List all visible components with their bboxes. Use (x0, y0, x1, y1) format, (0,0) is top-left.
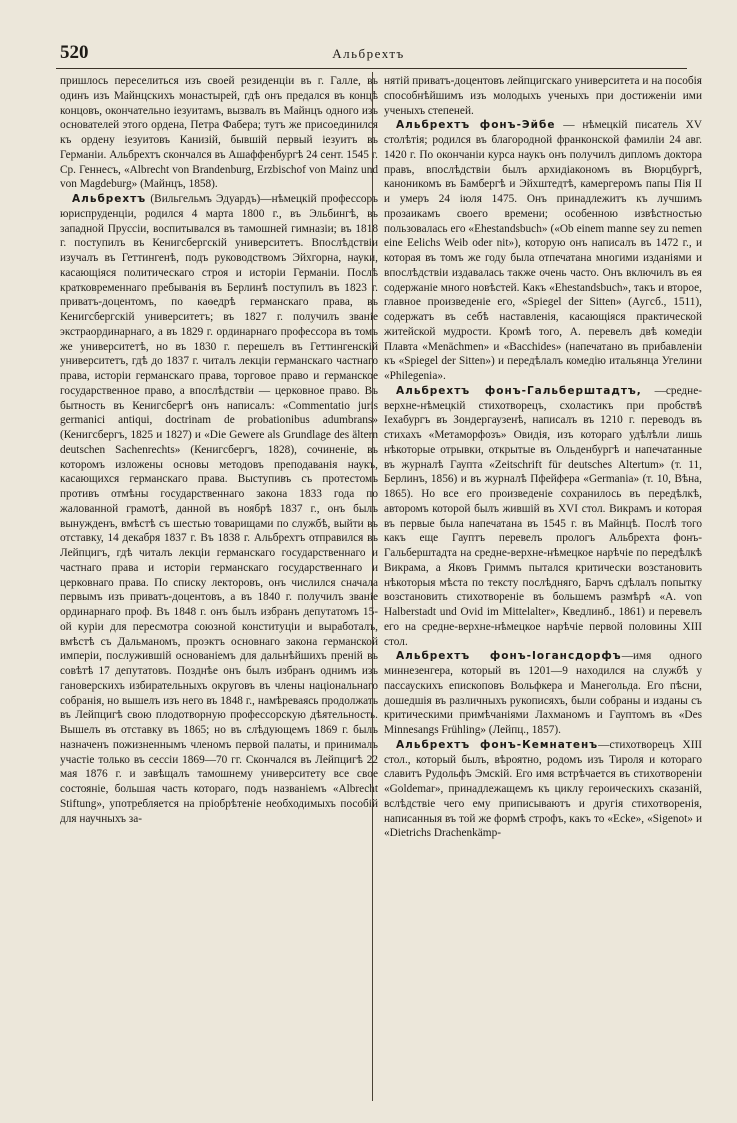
article-headword: Альбрехтъ фонъ-Эйбе (396, 119, 556, 132)
article-text: —имя одного миннезенгера, который въ 1201—9 находился на службѣ у пассаускихъ епископовъ Вольфкера и Манегольда. Его пѣсни, дошедшія въ различныхъ рукописяхъ, были собраны и изданы съ критическими примѣчаніями Лахманомъ и Гауптомъ въ «Des Minnesangs Frühling» (Лейпц., 1857). (384, 650, 702, 736)
right-column (384, 74, 702, 841)
article-albrecht-von-johansdorf (384, 649, 702, 738)
article-text: — нѣмецкій писатель XV столѣтія; родился въ благородной франконской фамиліи 24 авг. 1420 г. По окончаніи курса наукъ онъ получилъ дипломъ доктора правъ, впослѣдствіи былъ архидіакономъ въ Вюрцбургѣ, каноникомъ въ Бамбергѣ и Эйхштедтѣ, камергеромъ папы Пія II и умеръ 24 іюля 1475. Онъ принадлежитъ къ лучшимъ прозаикамъ своего времени; особенною извѣстностью пользовалась его «Ehestandsbuch» («Ob einem manne sey zu nemen eine Eelichs Weib oder nit»), которую онъ написалъ въ 1472 г., и которая въ томъ же году была отпечатана многими изданіями и впослѣдствіи издавалась также очень часто. Онъ включилъ въ ея содержаніе много новѣстей. Какъ «Ehestandsbuch», такъ и второе, главное произведеніе его, «Spiegel der Sitten» (Аугсб., 1511), содержатъ въ себѣ наставленія, касающіяся практической житейской мудрости. Кромѣ того, А. перевелъ двѣ комедіи Плавта «Menächmen» и «Bacchides» (напечатано въ прибавленіи къ «Spiegel der Sitten») и передѣлалъ комедію итальянца Угелини «Philegenia». (384, 119, 702, 382)
article-albrecht-von-halberstadt (384, 384, 702, 650)
article-continuation: нятій приватъ-доцентовъ лейпцигскаго университета и на пособія способнѣйшимъ изъ молодыхъ ученыхъ при достиженіи ими ученыхъ степеней. (384, 75, 702, 117)
left-column (60, 74, 378, 826)
article-headword: Альбрехтъ фонъ-Іогансдорфъ (396, 650, 622, 663)
article-headword: Альбрехтъ фонъ-Кемнатенъ (396, 738, 599, 751)
article-text: —средне-верхне-нѣмецкій стихотворецъ, схоластикъ при пробствѣ Іехабургъ въ Зондергаузенѣ, написалъ въ 1210 г. переводъ въ стихахъ «Метаморфозъ» Овидія, изъ котораго удѣлѣли лишь нѣкоторые отрывки, открытые въ Ольденбургѣ и напечатанные въ журналѣ Гаупта «Zeitschrift für deutsches Altertum» (т. 11, Берлинъ, 1856) и въ журналѣ Пфейфера «Germania» (т. 10, Вѣна, 1865). Но все его произведеніе сохранилось въ передѣлкѣ, авторомъ которой былъ жившій въ XVI стол. Викрамъ и которая въ первые была напечатана въ 1545 г. въ Майнцѣ. Послѣ того какъ еще Гауптъ перевелъ прологъ Альбрехта фонъ-Гальберштадта на средне-верхне-нѣмецкое нарѣчіе по передѣлкѣ Викрама, а Яковъ Гриммъ пытался критически возстановить нѣкоторыя мѣста по тексту послѣдняго, Барчъ сдѣлалъ попытку возстановить стихотвореніе въ большемъ размѣрѣ «A. von Halberstadt und Ovid im Mittelalter», Кведлинб., 1861) и перевелъ его на средне-верхне-нѣмецкое нарѣчіе первой половины XIII стол. (384, 384, 702, 648)
article-text: —стихотворецъ XIII стол., который былъ, вѣроятно, родомъ изъ Тироля и котораго славитъ Рудольфъ Эмскій. Его имя встрѣчается въ стихотвореніи «Goldemar», принадлежащемъ къ циклу героическихъ сказаній, вслѣдствіе чего ему приписываютъ и другія стихотворенія, написанныя въ той же формѣ строфъ, какъ то «Ecke», «Sigenot» и «Dietrichs Drachenkämp- (384, 738, 702, 840)
header-rule (56, 68, 687, 69)
article-continuation: пришлось переселиться изъ своей резиденціи въ г. Галле, въ одинъ изъ Майнцскихъ монастырей, гдѣ онъ предался въ концѣ концовъ, окончательно іезуитамъ, вызвалъ въ Майнцъ одного изъ основателей этого ордена, Петра Фабера; тутъ же присоединился къ ордену іезуитовъ Канизій, бывшій первый іезуитъ въ Германіи. Альбрехтъ скончался въ Ашаффенбургѣ 24 сент. 1545 г. Ср. Геннесъ, «Albrecht von Brandenburg, Erzbischof von Mainz und von Magdeburg» (Майнцъ, 1858). (60, 75, 378, 191)
article-albrecht-von-eybe (384, 118, 702, 384)
column-divider (372, 72, 373, 1101)
article-headword: Альбрехтъ (72, 193, 147, 205)
article-headword: Альбрехтъ фонъ-Гальберштадтъ, (396, 384, 642, 397)
running-title: Альбрехтъ (332, 46, 405, 61)
page-number: 520 (60, 42, 89, 63)
article-albrecht-von-kemnaten (384, 738, 702, 841)
article-albrecht-wilhelm-eduard (60, 192, 378, 826)
article-text: (Вильгельмъ Эдуардъ)—нѣмецкій профессоръ юриспруденціи, родился 4 марта 1800 г., въ Эльбингѣ, въ западной Пруссіи, воспитывался въ тамошней гимназіи; въ 1818 г. поступилъ въ Кенигсбергскій университетъ. Впослѣдствіи изучалъ въ Геттингенѣ, подъ руководствомъ Эйхгорна, науки, касающіяся политическаго строя и исторіи Германіи. Послѣ кратковременнаго пребыванія въ Берлинѣ поступилъ въ 1823 г. приватъ-доцентомъ, по каѳедрѣ германскаго права, въ Кенигсбергскій университетъ; въ 1827 г. получилъ званіе экстраординарнаго, а въ 1829 г. ординарнаго профессора въ томъ же университетѣ, но въ 1830 г. перешелъ въ Геттингенскій университетъ, гдѣ до 1837 г. читалъ лекціи германскаго частнаго права, исторіи германскаго права, торговое право и германское государственное право, а впослѣдствіи — церковное право. Въ бытность въ Кенигсбергѣ онъ написалъ: «Commentatio juris germanici antiqui, doctrinam de probationibus adumbrans» (Кенигсбергъ, 1825 и 1827) и «Die Gewere als Grundlage des ältern deutschen Sachenrechts» (Кенигсбергъ, 1828), сочиненіе, въ которомъ изложены основы методовъ преподаванія наукъ, касающихся германскаго права. Выступивъ съ протестомъ противъ отмѣны государственнаго закона 1833 года по жалованной грамотѣ, данной въ ноябрѣ 1837 г., онъ былъ вынужденъ, вмѣстѣ съ шестью товарищами по службѣ, выйти въ отставку, 14 декабря 1837 г. Въ 1838 г. Альбрехтъ отправился въ Лейпцигъ, гдѣ читалъ лекціи германскаго государственнаго и частнаго права и исторіи германскаго государственнаго и церковнаго права. По списку лекторовъ, онъ числился сначала первымъ изъ приватъ-доцентовъ, а въ 1840 г. получилъ званіе ординарнаго проф. Въ 1848 г. онъ былъ избранъ депутатомъ 15-ой куріи для пересмотра союзной конституціи и выработалъ, вмѣстѣ съ Дальманомъ, проэктъ основнаго закона германской имперіи, послужившій основаніемъ для дальнѣйшихъ преній въ совѣтѣ 17 депутатовъ. Позднѣе онъ былъ избранъ однимъ изъ гановерскихъ избирательныхъ округовъ въ члены національнаго собранія, но вышелъ изъ него въ 1848 г., намѣреваясь продолжать въ Лейпцигѣ свою плодотворную профессорскую дѣятельность. Вышелъ въ отставку въ 1865; но въ слѣдующемъ 1869 г. былъ назначенъ пожизненнымъ членомъ первой палаты, и принималъ участіе только въ сессіи 1869—70 гг. Скончался въ Лейпцигѣ 22 мая 1876 г. и завѣщалъ тамошнему университету все свое состояніе, большая часть котораго, подъ названіемъ «Albrecht Stiftung», употребляется на пріобрѣтеніе необходимыхъ пособій для научныхъ за- (60, 193, 378, 825)
